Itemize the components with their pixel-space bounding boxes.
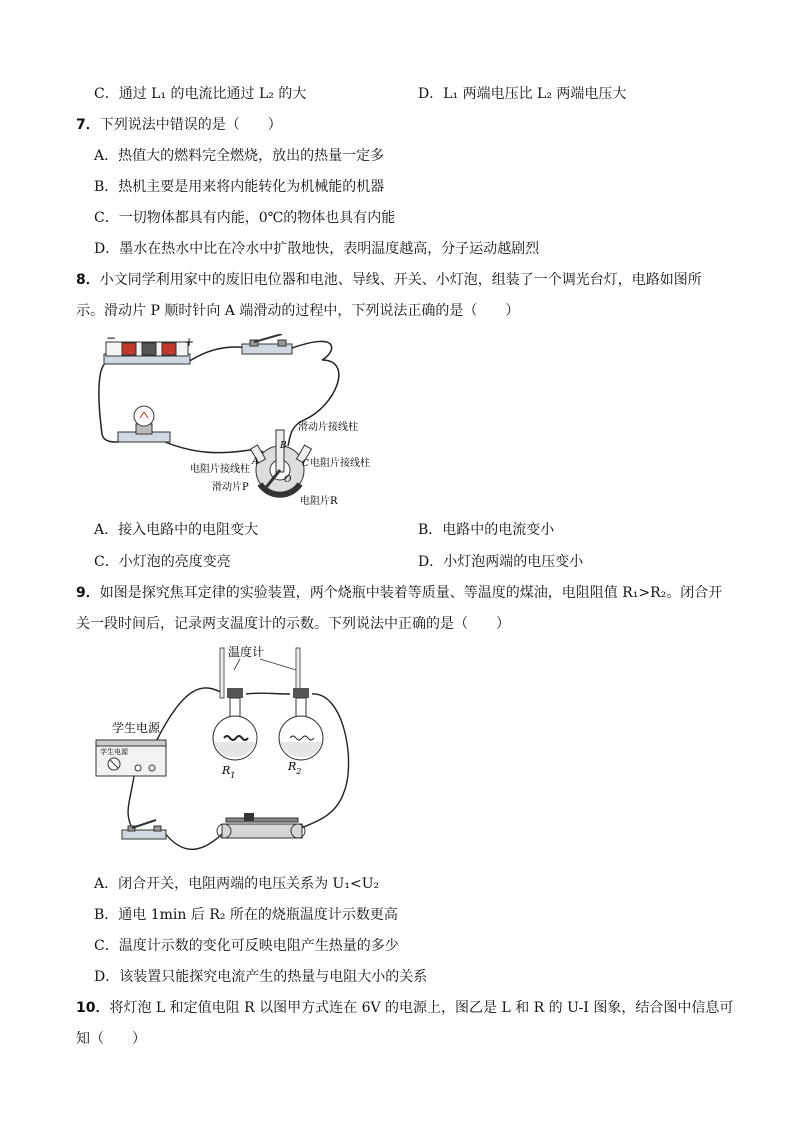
r1-label <box>221 764 235 780</box>
resistor-post-left-label: 电阻片接线柱 <box>190 464 250 475</box>
q8-potentiometer-circuit-figure <box>94 334 394 514</box>
q10-number: 10． <box>76 1000 110 1016</box>
q9-wire-4 <box>128 776 134 828</box>
q6-option-c: C．通过 L₁ 的电流比通过 L₂ 的大 <box>94 86 307 102</box>
q8-wire-bottom <box>156 438 268 458</box>
q8-number: 8． <box>76 272 100 288</box>
q6-option-d: D．L₁ 两端电压比 L₂ 两端电压大 <box>418 86 627 102</box>
q7-option-d: D．墨水在热水中比在冷水中扩散地快，表明温度越高，分子运动越剧烈 <box>94 241 540 257</box>
q9-stem-text: 如图是探究焦耳定律的实验装置，两个烧瓶中装着等质量、等温度的煤油，电阻阻值 R₁>R₂。闭合开 <box>99 585 723 601</box>
switch-icon <box>122 820 166 839</box>
r2-letter: R <box>288 760 297 773</box>
q9-joule-law-apparatus-figure <box>94 642 354 862</box>
r2-label <box>287 760 301 776</box>
r2-subscript: 2 <box>296 767 302 776</box>
q10-stem-line2: 知（ ） <box>76 1031 146 1047</box>
q8-option-d: D．小灯泡两端的电压变小 <box>418 554 584 570</box>
battery-plus-label: + <box>184 335 195 349</box>
resistor-post-right-label: 电阻片接线柱 <box>310 458 370 469</box>
thermometer-label: 温度计 <box>228 645 265 659</box>
q9-option-c: C．温度计示数的变化可反映电阻产生热量的多少 <box>94 938 399 954</box>
q9-option-a: A．闭合开关，电阻两端的电压关系为 U₁<U₂ <box>94 876 380 892</box>
flask-r1-icon <box>213 648 257 760</box>
power-supply-label: 学生电源 <box>112 721 161 735</box>
q9-wire-2 <box>246 693 290 694</box>
slider-p-label: 滑动片P <box>212 482 249 493</box>
q8-stem-line1 <box>76 269 702 289</box>
resistor-r-label: 电阻片R <box>300 496 338 507</box>
q9-wire-5 <box>164 832 224 849</box>
q8-option-b: B．电路中的电流变小 <box>418 522 555 538</box>
flask-r2-icon <box>279 648 323 760</box>
q7-stem <box>76 114 282 134</box>
r1-subscript: 1 <box>230 771 236 780</box>
q7-option-b: B．热机主要是用来将内能转化为机械能的机器 <box>94 179 385 195</box>
battery-minus-label: − <box>106 334 117 345</box>
q10-stem-text: 将灯泡 L 和定值电阻 R 以图甲方式连在 6V 的电源上，图乙是 L 和 R 的 U-I 图象，结合图中信息可 <box>109 1000 734 1016</box>
q7-option-c: C．一切物体都具有内能，0℃的物体也具有内能 <box>94 210 396 226</box>
rheostat-icon <box>217 813 305 838</box>
power-supply-icon <box>96 740 166 776</box>
q8-stem-line2: 示。滑动片 P 顺时针向 A 端滑动的过程中，下列说法正确的是（ ） <box>76 303 520 319</box>
terminal-b-label: B <box>280 441 287 451</box>
q9-option-d: D．该装置只能探究电流产生的热量与电阻大小的关系 <box>94 969 428 985</box>
q8-wire-loop <box>99 362 138 442</box>
battery-icon <box>104 342 190 364</box>
center-o-label: O <box>284 475 292 485</box>
r1-letter: R <box>222 764 231 777</box>
terminal-a-label: A <box>252 457 259 467</box>
switch-icon <box>242 334 292 354</box>
slider-post-label: 滑动片接线柱 <box>298 422 358 433</box>
q8-option-c: C．小灯泡的亮度变亮 <box>94 554 231 570</box>
q10-stem-line1 <box>76 997 733 1017</box>
terminal-c-label: C <box>302 459 309 469</box>
q7-option-a: A．热值大的燃料完全燃烧，放出的热量一定多 <box>94 148 385 164</box>
q7-stem-text: 下列说法中错误的是（ ） <box>99 117 282 133</box>
q7-number: 7． <box>76 117 100 133</box>
q9-option-b: B．通电 1min 后 R₂ 所在的烧瓶温度计示数更高 <box>94 907 398 923</box>
q9-stem-line1 <box>76 582 722 602</box>
q9-stem-line2: 关一段时间后，记录两支温度计的示数。下列说法中正确的是（ ） <box>76 616 510 632</box>
power-panel-label: 学生电源 <box>100 748 128 756</box>
q8-option-a: A．接入电路中的电阻变大 <box>94 522 259 538</box>
lamp-bulb-icon <box>118 406 170 442</box>
q8-stem-text: 小文同学利用家中的废旧电位器和电池、导线、开关、小灯泡，组装了一个调光台灯，电路如图所 <box>99 272 702 288</box>
q9-number: 9． <box>76 585 100 601</box>
